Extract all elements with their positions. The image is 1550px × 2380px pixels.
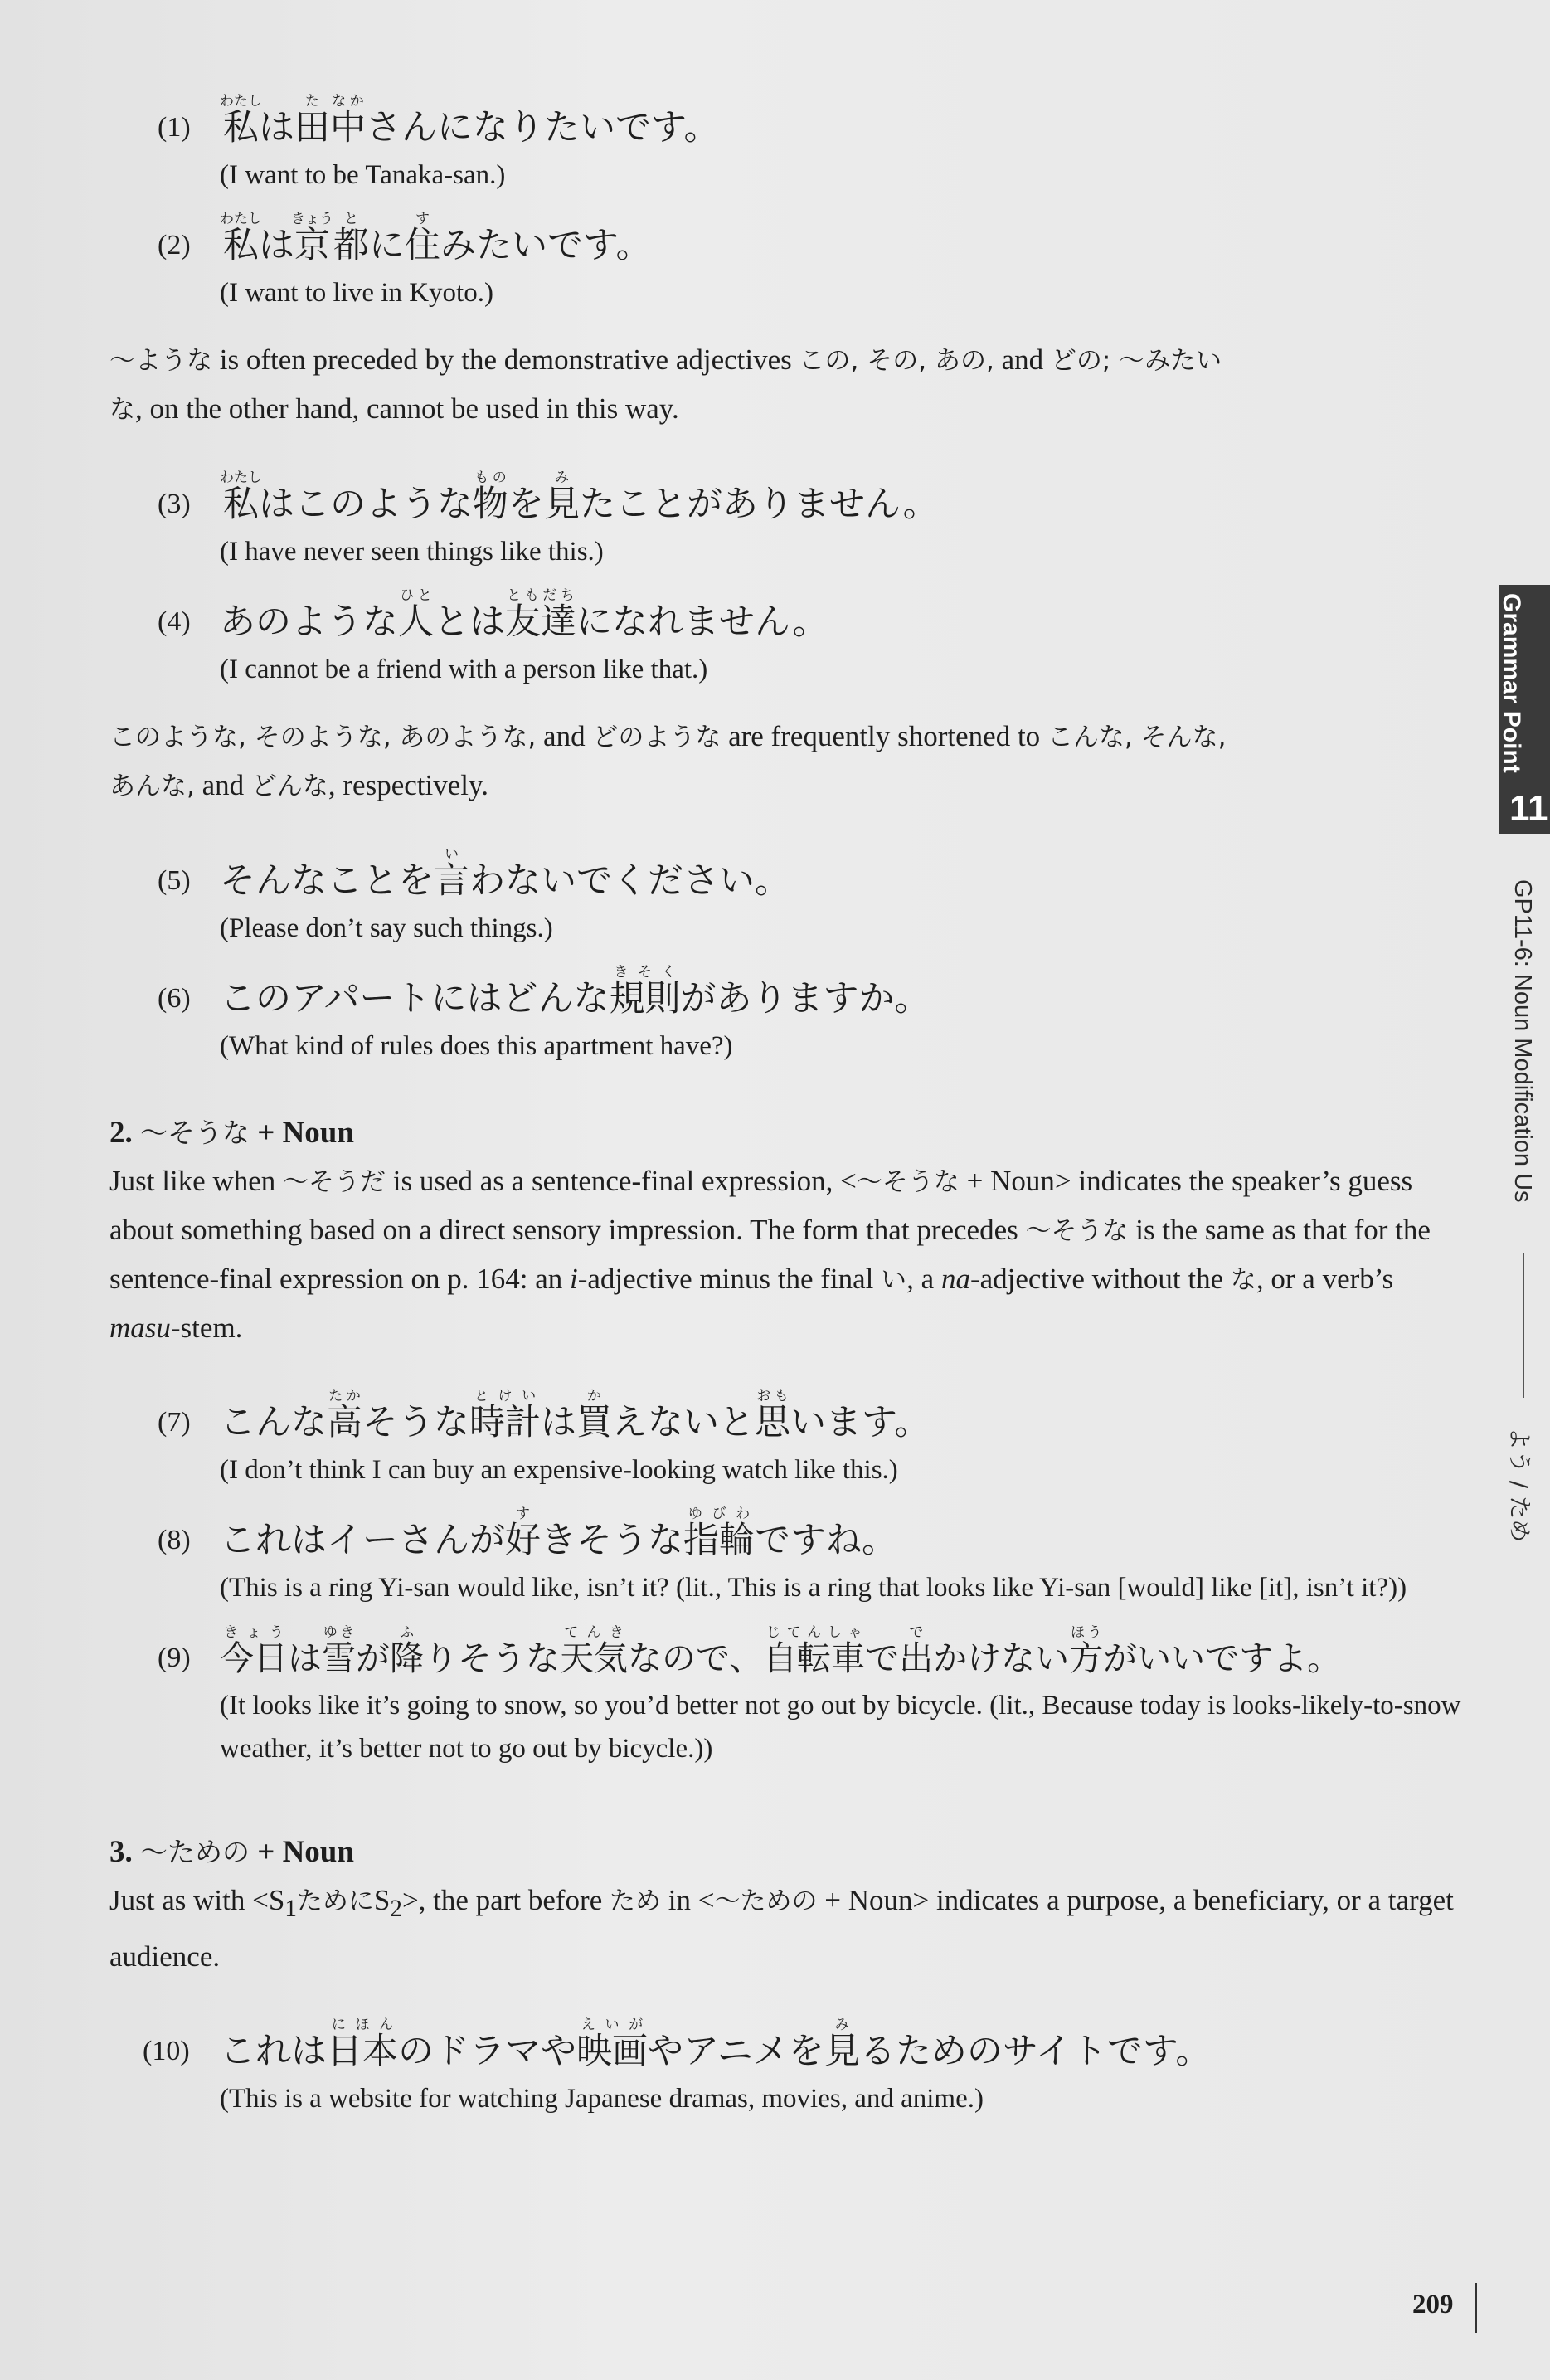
example-translation: (I want to live in Kyoto.) xyxy=(220,278,493,308)
example-translation: (This is a website for watching Japanese dramas, movies, and anime.) xyxy=(220,2084,984,2114)
example-number: (5) xyxy=(158,865,191,896)
paragraph-tame-no: Just as with $<S_1$ために$S_2>$, the part before ため in <～ための + Noun> indicates a purpose, a beneficiary, or a target audience. xyxy=(109,1884,1454,1973)
example-japanese: こんな高たかそうな時計とけいは買かえないと思おもいます。 xyxy=(220,1388,930,1443)
example-4 xyxy=(158,573,1470,691)
section-subtitle: よう / ため xyxy=(1506,1427,1533,1543)
example-7 xyxy=(158,1374,1470,1492)
example-1 xyxy=(158,79,1470,197)
running-head-divider xyxy=(1523,1253,1524,1398)
example-japanese: これはイーさんが好すきそうな指輪ゆびわですね。 xyxy=(220,1506,897,1561)
example-9 xyxy=(158,1609,1470,1770)
example-translation: (What kind of rules does this apartment have?) xyxy=(220,1031,733,1061)
example-number: (10) xyxy=(143,2036,190,2066)
page-content xyxy=(109,79,1470,2120)
example-3 xyxy=(158,455,1470,573)
example-8 xyxy=(158,1492,1470,1609)
example-japanese: 今日きょうは雪ゆきが降ふりそうな天気てんきなので、自転車じてんしゃで出でかけない方ほうがいいですよ。 xyxy=(220,1624,1342,1678)
example-japanese: 私わたしは京きょう都とに住すみたいです。 xyxy=(220,211,652,266)
example-translation: (I want to be Tanaka-san.) xyxy=(220,160,506,190)
example-5 xyxy=(158,832,1470,950)
example-number: (2) xyxy=(158,230,191,260)
page-number: 209 xyxy=(1412,2290,1454,2319)
example-translation: (This is a ring Yi-san would like, isn’t it? (lit., This is a ring that looks like Yi-san [would] like [it], isn’t it?)) xyxy=(220,1573,1407,1603)
page-number-rule xyxy=(1475,2283,1477,2333)
example-number: (4) xyxy=(158,606,191,637)
example-japanese: これは日本にほんのドラマや映画えいがやアニメを見みるためのサイトです。 xyxy=(220,2017,1212,2072)
example-translation: (I cannot be a friend with a person like that.) xyxy=(220,655,708,684)
paragraph-shortened: このような, そのような, あのような, and どのような are frequently shortened to こんな, そんな, あんな, and どんな, respectively. xyxy=(109,720,1227,801)
example-japanese: 私わたしはこのような物ものを見みたことがありません。 xyxy=(220,470,939,525)
example-number: (9) xyxy=(158,1643,191,1673)
section-running-head: GP11-6: Noun Modification Us xyxy=(1509,879,1536,1203)
example-translation: (I don’t think I can buy an expensive-looking watch like this.) xyxy=(220,1455,898,1485)
section-heading-sou-na: 2. ～そうな + Noun xyxy=(109,1116,354,1150)
section-heading-tame-no: 3. ～ための + Noun xyxy=(109,1835,354,1869)
grammar-point-tab-number: 11 xyxy=(1509,788,1548,829)
example-japanese: このアパートにはどんな規則きそくがありますか。 xyxy=(220,964,930,1020)
grammar-point-tab-label: Grammar Point xyxy=(1498,593,1525,773)
example-japanese: そんなことを言いわないでください。 xyxy=(220,846,790,902)
example-japanese: あのような人ひととは友達ともだちになれません。 xyxy=(220,587,828,643)
example-number: (1) xyxy=(158,112,191,143)
example-number: (6) xyxy=(158,983,191,1014)
example-translation: (Please don’t say such things.) xyxy=(220,913,553,943)
example-translation: (I have never seen things like this.) xyxy=(220,537,604,567)
example-number: (7) xyxy=(158,1407,191,1438)
paragraph-sou-na: Just like when ～そうだ is used as a sentence-final expression, <～そうな + Noun> indicates the speaker’s guess about something based on a direct sensory impression. The form that precedes ～そうな is the same as that for the sentence-final expression on p. 164: an i-adjective minus the final い, a na-adjective without the な, or a verb’s masu-stem. xyxy=(109,1165,1431,1344)
example-2 xyxy=(158,197,1470,314)
example-japanese: 私わたしは田た中なかさんになりたいです。 xyxy=(220,93,720,148)
example-10 xyxy=(143,2003,1470,2120)
example-translation: (It looks like it’s going to snow, so you’d better not go out by bicycle. (lit., Because today is looks-likely-to-snow weather, it’s better not to go out by bicycle.)) xyxy=(220,1691,1461,1764)
example-6 xyxy=(158,950,1470,1068)
example-number: (3) xyxy=(158,489,191,519)
example-number: (8) xyxy=(158,1525,191,1555)
paragraph-you-na: ～ような is often preceded by the demonstrative adjectives この, その, あの, and どの; ～みたい な, on the other hand, cannot be used in this way. xyxy=(109,343,1222,425)
